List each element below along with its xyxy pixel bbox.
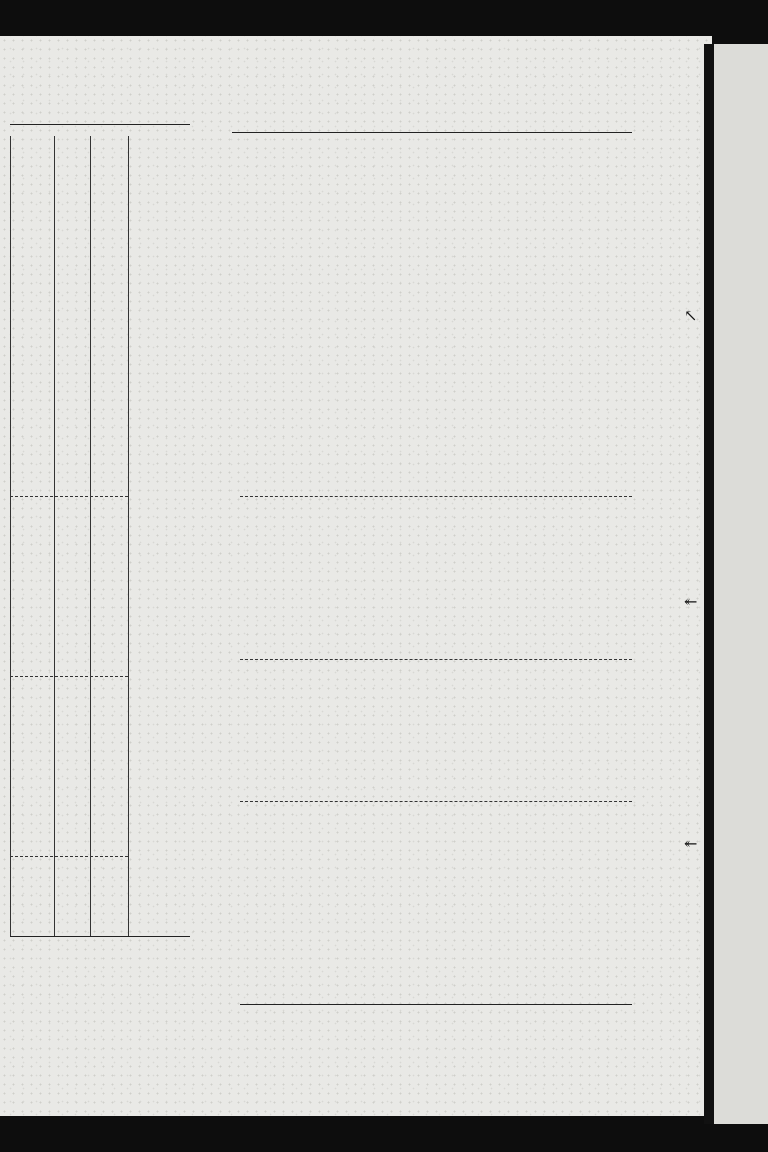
table-bottom-rule (240, 1004, 632, 1005)
column-rule (54, 136, 55, 936)
row-divider (240, 496, 632, 497)
row-divider (240, 659, 632, 660)
table-top-rule (232, 132, 632, 133)
column-rule (10, 136, 11, 936)
column-rule (128, 136, 129, 936)
table-top-rule (10, 124, 190, 125)
column-rule (90, 136, 91, 936)
row-divider (240, 801, 632, 802)
row-divider (10, 496, 128, 497)
document-page (0, 36, 712, 1116)
table-bottom-rule (10, 936, 190, 937)
facing-page-edge: ↖ ↞ ↞ (714, 44, 768, 1124)
book-spine (704, 44, 714, 1124)
row-divider (10, 856, 128, 857)
row-divider (10, 676, 128, 677)
